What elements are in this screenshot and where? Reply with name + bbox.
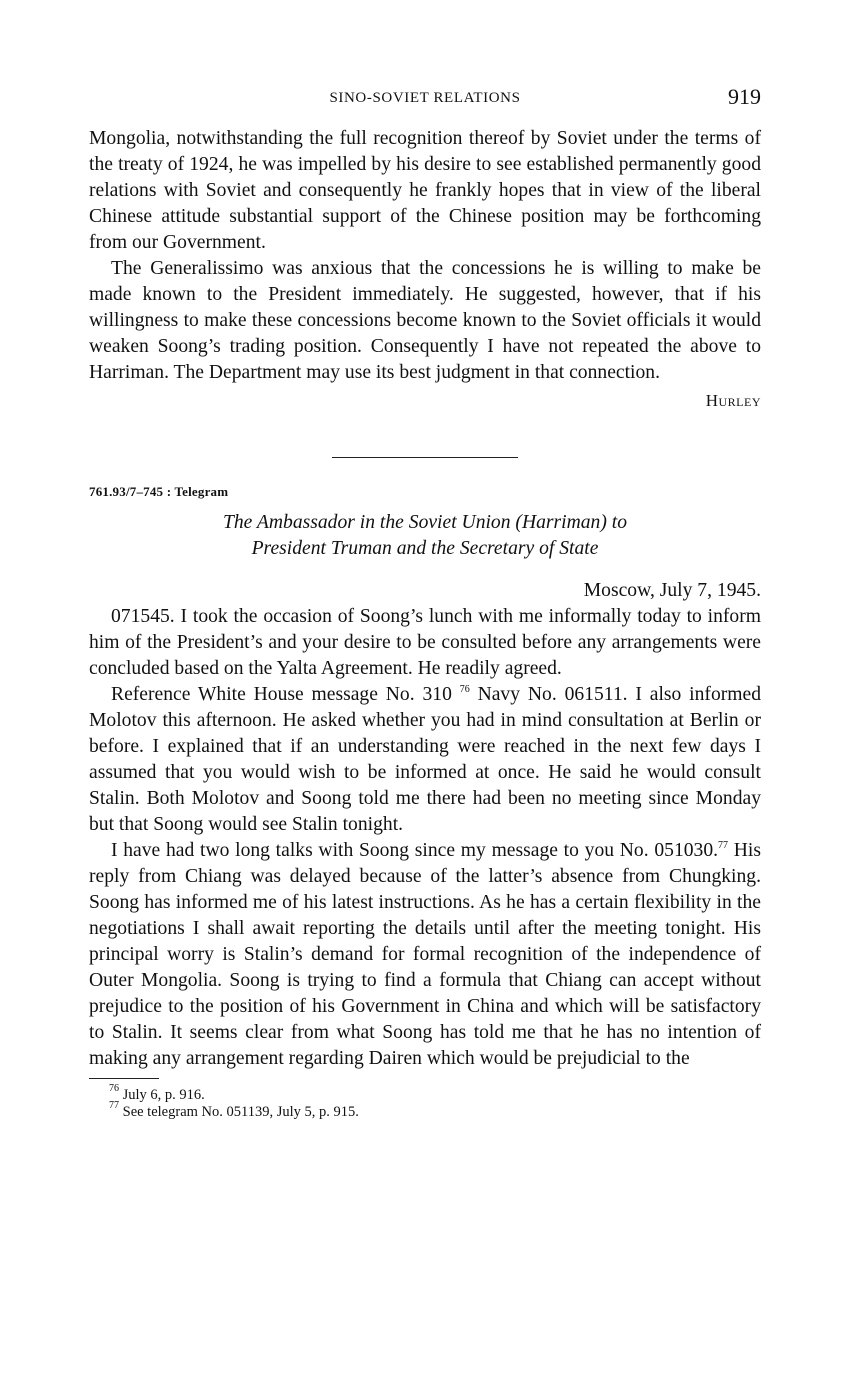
- running-head: [89, 84, 761, 114]
- page-number: 919: [728, 84, 761, 109]
- footnote-mark: 76: [109, 1083, 119, 1094]
- footnote-ref-77[interactable]: 77: [718, 840, 729, 851]
- file-reference: 761.93/7–745 : Telegram: [89, 484, 229, 499]
- telegram-paragraph-1: 071545. I took the occasion of Soong’s lunch with me informally today to inform him of the President’s and your desire to be consulted before any arrangements were concluded based on the Yalta Agreement. He readily agreed.: [89, 606, 761, 679]
- document-title: [89, 510, 761, 562]
- dateline: Moscow, July 7, 1945.: [583, 580, 761, 601]
- footnote-77: [89, 1100, 761, 1121]
- telegram-paragraph-2: [89, 682, 761, 838]
- footnote-mark: 77: [109, 1100, 119, 1111]
- generalissimo-paragraph: The Generalissimo was anxious that the concessions he is willing to make be made known to the President immediately. He suggested, however, that if his willingness to make these concessions become known to the Soviet officials it would weaken Soong’s trading position. Consequently I have not repeated the above to Harriman. The Department may use its best judgment in that connection.: [89, 258, 761, 383]
- footnote-ref-76[interactable]: 76: [459, 684, 470, 695]
- signature-hurley: Hurley: [705, 391, 761, 410]
- telegram-paragraph-3: [89, 838, 761, 1072]
- footnote-rule: [89, 1078, 159, 1079]
- paragraph-3-text-b: His reply from Chiang was delayed because of the latter’s absence from Chungking. Soong has informed me of his latest instructions. As he has a certain flexibility in the negotiations I shall await reporting the details until after the meeting tonight. His principal worry is Stalin’s demand for formal recognition of the independence of Outer Mongolia. Soong is trying to find a formula that Chiang can accept without prejudice to the position of his Government in China and which will be satisfactory to Stalin. It seems clear from what Soong has told me that he has no intention of making any arrangement regarding Dairen which would be prejudicial to the: [89, 840, 761, 1069]
- footnote-text: See telegram No. 051139, July 5, p. 915.: [122, 1104, 359, 1120]
- document-title-line-2: President Truman and the Secretary of State: [251, 538, 599, 559]
- footnote-76: [89, 1083, 761, 1104]
- section-divider: [332, 457, 518, 458]
- paragraph-3-text-a: I have had two long talks with Soong since my message to you No. 051030.: [111, 840, 719, 861]
- paragraph-2-text-b: Navy No. 061511. I also informed Molotov this afternoon. He asked whether you had in mind consultation at Berlin or before. I explained that if an understanding were reached in the next few days I assumed that you would wish to be informed at once. He said he would consult Stalin. Both Molotov and Soong told me there had been no meeting since Monday but that Soong would see Stalin tonight.: [89, 684, 761, 835]
- page: [89, 84, 761, 1121]
- running-title: SINO-SOVIET RELATIONS: [329, 90, 521, 106]
- footnote-text: July 6, p. 916.: [122, 1087, 205, 1103]
- paragraph-2-text-a: Reference White House message No. 310: [111, 684, 452, 705]
- document-title-line-1: The Ambassador in the Soviet Union (Harriman) to: [222, 512, 628, 533]
- continued-paragraph: Mongolia, notwithstanding the full recognition thereof by Soviet under the terms of the treaty of 1924, he was impelled by his desire to see established permanently good relations with Soviet and consequently he frankly hopes that in view of the liberal Chinese attitude substantial support of the Chinese position may be forthcoming from our Government.: [89, 128, 761, 253]
